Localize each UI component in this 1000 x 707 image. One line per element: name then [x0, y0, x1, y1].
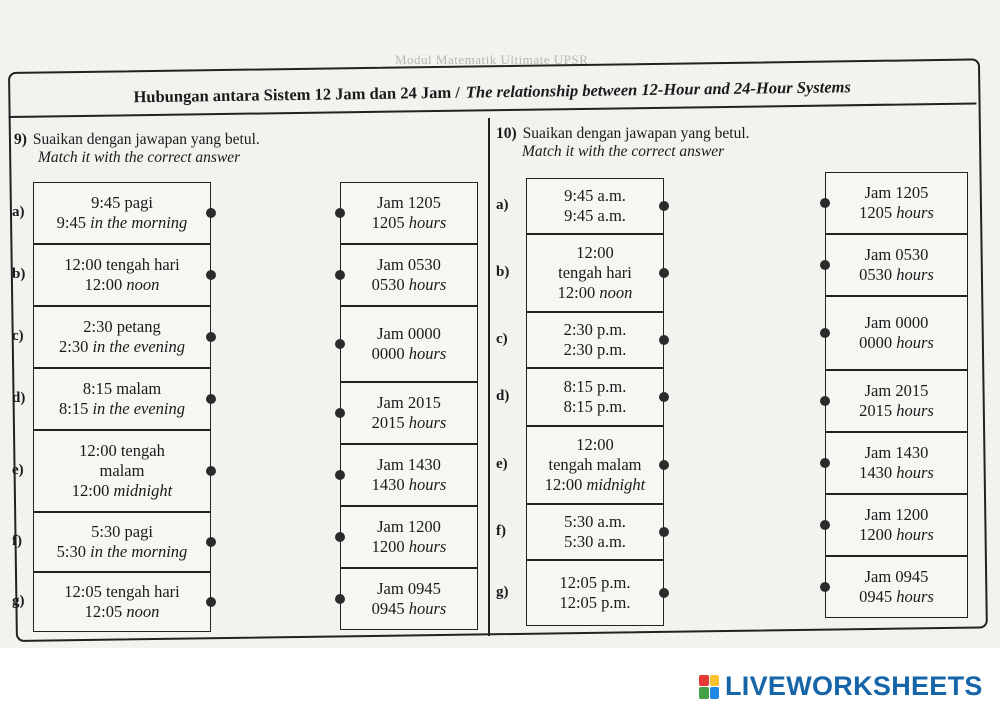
- q10-left-1-line1b: [558, 263, 632, 283]
- q9-left-3-line2: [59, 399, 185, 419]
- q9-right-5-line1-text: Jam 1200: [377, 517, 441, 536]
- q9-left-1-line2: [85, 275, 160, 295]
- q9-left-1-line2-text: 12:00: [84, 275, 123, 294]
- q9-right-5-line2-italic: hours: [408, 537, 447, 556]
- q9-right-3-line1-text: Jam 2015: [377, 393, 441, 412]
- q9-right-box-3: [340, 382, 478, 444]
- q9-right-1-line2: [372, 275, 447, 295]
- q9-left-dot-3[interactable]: [206, 394, 216, 404]
- q9-right-6-line1: [377, 579, 441, 599]
- q10-right-1-line2-text: 0530: [859, 265, 893, 284]
- q10-left-dot-5[interactable]: [659, 527, 669, 537]
- q10-left-0-line1: [564, 186, 626, 206]
- q9-left-2-line2: [59, 337, 185, 357]
- q10-left-3-line1-text: 8:15 p.m.: [563, 377, 627, 396]
- q10-right-5-line2-text: 1200: [859, 525, 893, 544]
- q9-left-4-line1: [79, 441, 165, 461]
- q10-left-3-line2-text: 8:15 p.m.: [563, 397, 627, 416]
- q9-left-0-line1: [91, 193, 153, 213]
- q10-right-2-line1: [865, 313, 929, 333]
- q9-right-1-line2-italic: hours: [408, 275, 447, 294]
- q10-left-6-line1: [559, 573, 630, 593]
- q9-left-3-line1-text: 8:15 malam: [82, 379, 162, 398]
- q10-right-1-line1-text: Jam 0530: [864, 245, 929, 264]
- brand-text: LIVEWORKSHEETS: [725, 671, 983, 701]
- q10-right-box-4: [825, 432, 968, 494]
- q10-right-box-6: [825, 556, 968, 618]
- column-divider: [488, 118, 490, 636]
- faint-header: Modul Matematik Ultimate UPSR: [395, 52, 589, 67]
- q9-right-3-line2: [372, 413, 447, 433]
- q10-right-1-line2: [859, 265, 934, 285]
- q10-right-2-line2: [859, 333, 934, 353]
- q10-left-box-5: [526, 504, 664, 560]
- q10-right-0-line2: [859, 203, 934, 223]
- q10-label-6: g): [496, 584, 509, 600]
- q10-right-6-line2: [859, 587, 934, 607]
- q10-left-4-line2-italic: midnight: [586, 475, 646, 494]
- q10-label-1: b): [496, 264, 510, 280]
- q9-right-dot-2[interactable]: [335, 339, 345, 349]
- q10-label-2: c): [496, 331, 508, 347]
- q9-left-1-line2-italic: noon: [126, 275, 160, 294]
- q10-right-6-line2-italic: hours: [896, 587, 934, 606]
- q10-left-2-line2: [564, 340, 627, 360]
- q9-left-0-line2-italic: in the morning: [90, 213, 188, 232]
- q10-right-2-line1-text: Jam 0000: [864, 313, 929, 332]
- logo-square-red: [699, 675, 709, 687]
- q9-right-dot-3[interactable]: [335, 408, 345, 418]
- q9-left-1-line1-text: 12:00 tengah hari: [64, 255, 180, 274]
- q10-left-1-line1-text: 12:00: [576, 243, 614, 262]
- q10-right-dot-4[interactable]: [820, 458, 830, 468]
- q9-right-box-6: [340, 568, 478, 630]
- q10-left-dot-2[interactable]: [659, 335, 669, 345]
- q9-right-box-1: [340, 244, 478, 306]
- q10-label-4: e): [496, 456, 508, 472]
- q9-left-6-line1-text: 12:05 tengah hari: [64, 582, 180, 601]
- q9-right-1-line1-text: Jam 0530: [377, 255, 441, 274]
- q9-left-6-line1: [64, 582, 179, 602]
- q9-label-1: b): [12, 266, 26, 282]
- q10-left-1-line2-text: 12:00: [557, 283, 596, 302]
- q10-right-4-line2-text: 1430: [859, 463, 893, 482]
- q9-right-0-line1: [377, 193, 441, 213]
- q9-right-dot-6[interactable]: [335, 594, 345, 604]
- q9-left-2-line2-italic: in the evening: [92, 337, 185, 356]
- q10-right-box-2: [825, 296, 968, 370]
- q10-left-dot-6[interactable]: [659, 588, 669, 598]
- q10-right-3-line1-text: Jam 2015: [864, 381, 929, 400]
- q9-right-box-5: [340, 506, 478, 568]
- q10-left-1-line1b-text: tengah hari: [558, 263, 632, 282]
- q9-label-2: c): [12, 328, 24, 344]
- q9-right-1-line1: [377, 255, 441, 275]
- q9-label-3: d): [12, 390, 26, 406]
- q9-right-0-line2-italic: hours: [408, 213, 447, 232]
- q9-left-box-3: [33, 368, 211, 430]
- q10-right-5-line2-italic: hours: [896, 525, 934, 544]
- q10-number: 10): [496, 125, 517, 142]
- q10-right-box-3: [825, 370, 968, 432]
- q10-left-dot-1[interactable]: [659, 268, 669, 278]
- q9-label-5: f): [12, 533, 22, 549]
- q10-right-6-line2-text: 0945: [859, 587, 893, 606]
- q10-right-dot-2[interactable]: [820, 328, 830, 338]
- q9-left-5-line1-text: 5:30 pagi: [91, 522, 153, 541]
- q10-right-4-line1-text: Jam 1430: [864, 443, 929, 462]
- q9-left-dot-2[interactable]: [206, 332, 216, 342]
- q9-right-0-line2: [372, 213, 447, 233]
- q10-left-2-line2-text: 2:30 p.m.: [563, 340, 627, 359]
- q10-left-3-line1: [564, 377, 627, 397]
- q9-right-2-line1-text: Jam 0000: [377, 324, 441, 343]
- q10-right-5-line1-text: Jam 1200: [864, 505, 929, 524]
- q10-left-box-4: [526, 426, 664, 504]
- q9-left-dot-5[interactable]: [206, 537, 216, 547]
- q10-left-4-line1b: [548, 455, 641, 475]
- q10-right-box-0: [825, 172, 968, 234]
- q10-right-0-line1-text: Jam 1205: [864, 183, 929, 202]
- q10-left-6-line2-text: 12:05 p.m.: [559, 593, 631, 612]
- q9-left-3-line1: [83, 379, 161, 399]
- q9-left-0-line2: [57, 213, 188, 233]
- q9-left-2-line2-text: 2:30: [58, 337, 89, 356]
- q9-left-4-line2: [72, 481, 172, 501]
- logo-square-blue: [710, 687, 720, 699]
- title-malay: Hubungan antara Sistem 12 Jam dan 24 Jam /: [133, 82, 460, 107]
- q9-left-3-line2-italic: in the evening: [92, 399, 185, 418]
- q10-right-1-line1: [865, 245, 929, 265]
- q10-right-3-line1: [865, 381, 929, 401]
- q10-left-4-line1-text: 12:00: [576, 435, 614, 454]
- q10-left-box-0: [526, 178, 664, 234]
- q9-right-dot-4[interactable]: [335, 470, 345, 480]
- q9-left-2-line1: [83, 317, 160, 337]
- q9-left-5-line1: [91, 522, 153, 542]
- q10-left-box-1: [526, 234, 664, 312]
- q9-left-3-line2-text: 8:15: [58, 399, 89, 418]
- q10-label-5: f): [496, 523, 506, 539]
- q9-left-4-line1-text: 12:00 tengah: [79, 441, 165, 460]
- brand-logo[interactable]: [699, 671, 983, 702]
- q9-instruction-en: Match it with the correct answer: [38, 149, 241, 166]
- q10-left-4-line1b-text: tengah malam: [548, 455, 642, 474]
- q10-left-3-line2: [564, 397, 627, 417]
- logo-square-green: [699, 687, 709, 699]
- liveworksheets-logo-icon: [699, 675, 719, 699]
- q9-right-5-line2-text: 1200: [371, 537, 405, 556]
- q9-left-box-6: [33, 572, 211, 632]
- q10-right-dot-0[interactable]: [820, 198, 830, 208]
- q9-right-dot-0[interactable]: [335, 208, 345, 218]
- q9-right-4-line2-italic: hours: [408, 475, 447, 494]
- q9-right-box-4: [340, 444, 478, 506]
- q9-right-4-line1-text: Jam 1430: [377, 455, 441, 474]
- q10-right-3-line2-italic: hours: [896, 401, 934, 420]
- q10-left-box-2: [526, 312, 664, 368]
- q9-right-4-line2-text: 1430: [371, 475, 405, 494]
- q9-right-6-line2-text: 0945: [371, 599, 405, 618]
- q10-left-2-line1: [564, 320, 627, 340]
- q10-right-box-1: [825, 234, 968, 296]
- q10-left-4-line2: [545, 475, 645, 495]
- q10-left-5-line1: [564, 512, 626, 532]
- q9-left-1-line1: [64, 255, 179, 275]
- q9-right-6-line2-italic: hours: [408, 599, 447, 618]
- q9-right-3-line2-italic: hours: [408, 413, 447, 432]
- q9-right-6-line1-text: Jam 0945: [377, 579, 441, 598]
- q10-left-5-line2-text: 5:30 a.m.: [564, 532, 626, 551]
- q10-instruction-ms: Suaikan dengan jawapan yang betul.: [522, 125, 750, 142]
- q10-right-5-line2: [859, 525, 934, 545]
- q10-left-5-line2: [564, 532, 626, 552]
- q9-left-6-line2-text: 12:05: [84, 602, 123, 621]
- q9-instruction: [14, 131, 260, 167]
- q9-label-4: e): [12, 462, 24, 478]
- q9-left-6-line2-italic: noon: [126, 602, 160, 621]
- q9-left-0-line2-text: 9:45: [56, 213, 87, 232]
- q9-left-4-line1b-text: malam: [99, 461, 145, 480]
- q9-left-4-line2-text: 12:00: [71, 481, 110, 500]
- q9-right-1-line2-text: 0530: [371, 275, 405, 294]
- q10-right-dot-5[interactable]: [820, 520, 830, 530]
- q9-right-0-line2-text: 1205: [371, 213, 405, 232]
- q10-right-dot-1[interactable]: [820, 260, 830, 270]
- q10-right-0-line2-text: 1205: [859, 203, 893, 222]
- q10-left-1-line2-italic: noon: [599, 283, 633, 302]
- q9-left-5-line2-text: 5:30: [56, 542, 87, 561]
- q10-right-dot-3[interactable]: [820, 396, 830, 406]
- q9-left-box-2: [33, 306, 211, 368]
- q9-label-6: g): [12, 593, 25, 609]
- q10-left-6-line2: [559, 593, 630, 613]
- q10-right-6-line1: [865, 567, 929, 587]
- q10-right-dot-6[interactable]: [820, 582, 830, 592]
- q10-left-dot-3[interactable]: [659, 392, 669, 402]
- q9-left-box-1: [33, 244, 211, 306]
- q9-right-2-line2: [372, 344, 447, 364]
- q10-left-box-6: [526, 560, 664, 626]
- logo-square-yellow: [710, 675, 720, 687]
- q9-right-5-line2: [372, 537, 447, 557]
- q9-right-box-2: [340, 306, 478, 382]
- q10-left-dot-4[interactable]: [659, 460, 669, 470]
- q9-right-dot-1[interactable]: [335, 270, 345, 280]
- q9-left-4-line1b: [100, 461, 145, 481]
- q10-right-2-line2-italic: hours: [896, 333, 934, 352]
- q10-left-2-line1-text: 2:30 p.m.: [563, 320, 627, 339]
- q10-right-3-line2: [859, 401, 934, 421]
- q9-left-dot-6[interactable]: [206, 597, 216, 607]
- q10-right-box-5: [825, 494, 968, 556]
- q10-right-0-line1: [865, 183, 929, 203]
- q10-left-0-line2-text: 9:45 a.m.: [564, 206, 626, 225]
- q9-instruction-ms: Suaikan dengan jawapan yang betul.: [32, 131, 260, 148]
- q10-instruction-en: Match it with the correct answer: [522, 143, 725, 160]
- q9-left-dot-1[interactable]: [206, 270, 216, 280]
- q10-instruction: [496, 125, 750, 161]
- title-english: The relationship between 12-Hour and 24-Hour Systems: [465, 77, 851, 102]
- q9-right-4-line1: [377, 455, 441, 475]
- q9-right-2-line1: [377, 324, 441, 344]
- q9-right-2-line2-italic: hours: [408, 344, 447, 363]
- q9-right-box-0: [340, 182, 478, 244]
- q9-left-0-line1-text: 9:45 pagi: [91, 193, 153, 212]
- q9-left-5-line2-italic: in the morning: [90, 542, 188, 561]
- q10-left-0-line1-text: 9:45 a.m.: [564, 186, 626, 205]
- q10-left-4-line2-text: 12:00: [544, 475, 583, 494]
- q10-right-4-line1: [865, 443, 929, 463]
- q9-label-0: a): [12, 204, 25, 220]
- q10-left-dot-0[interactable]: [659, 201, 669, 211]
- q9-left-2-line1-text: 2:30 petang: [83, 317, 161, 336]
- q10-left-1-line1: [576, 243, 614, 263]
- q9-right-3-line2-text: 2015: [371, 413, 405, 432]
- q9-left-box-4: [33, 430, 211, 512]
- q9-right-dot-5[interactable]: [335, 532, 345, 542]
- q10-left-4-line1: [576, 435, 614, 455]
- q9-left-dot-0[interactable]: [206, 208, 216, 218]
- q9-right-0-line1-text: Jam 1205: [377, 193, 441, 212]
- q9-right-4-line2: [372, 475, 447, 495]
- q9-left-box-0: [33, 182, 211, 244]
- q10-right-6-line1-text: Jam 0945: [864, 567, 929, 586]
- q9-right-2-line2-text: 0000: [371, 344, 405, 363]
- q10-right-0-line2-italic: hours: [896, 203, 934, 222]
- q9-left-6-line2: [85, 602, 160, 622]
- q9-left-4-line2-italic: midnight: [113, 481, 173, 500]
- q9-left-5-line2: [57, 542, 188, 562]
- q10-left-1-line2: [558, 283, 633, 303]
- q9-right-3-line1: [377, 393, 441, 413]
- q10-right-2-line2-text: 0000: [859, 333, 893, 352]
- q10-left-6-line1-text: 12:05 p.m.: [559, 573, 631, 592]
- q10-right-5-line1: [865, 505, 929, 525]
- q10-label-3: d): [496, 388, 510, 404]
- q10-right-4-line2-italic: hours: [896, 463, 934, 482]
- q10-right-3-line2-text: 2015: [859, 401, 893, 420]
- q9-number: 9): [14, 131, 27, 148]
- q9-left-box-5: [33, 512, 211, 572]
- q10-left-0-line2: [564, 206, 626, 226]
- q9-right-6-line2: [372, 599, 447, 619]
- q10-right-4-line2: [859, 463, 934, 483]
- q10-right-1-line2-italic: hours: [896, 265, 934, 284]
- q10-left-box-3: [526, 368, 664, 426]
- q9-right-5-line1: [377, 517, 441, 537]
- q10-label-0: a): [496, 197, 509, 213]
- q10-left-5-line1-text: 5:30 a.m.: [564, 512, 626, 531]
- q9-left-dot-4[interactable]: [206, 466, 216, 476]
